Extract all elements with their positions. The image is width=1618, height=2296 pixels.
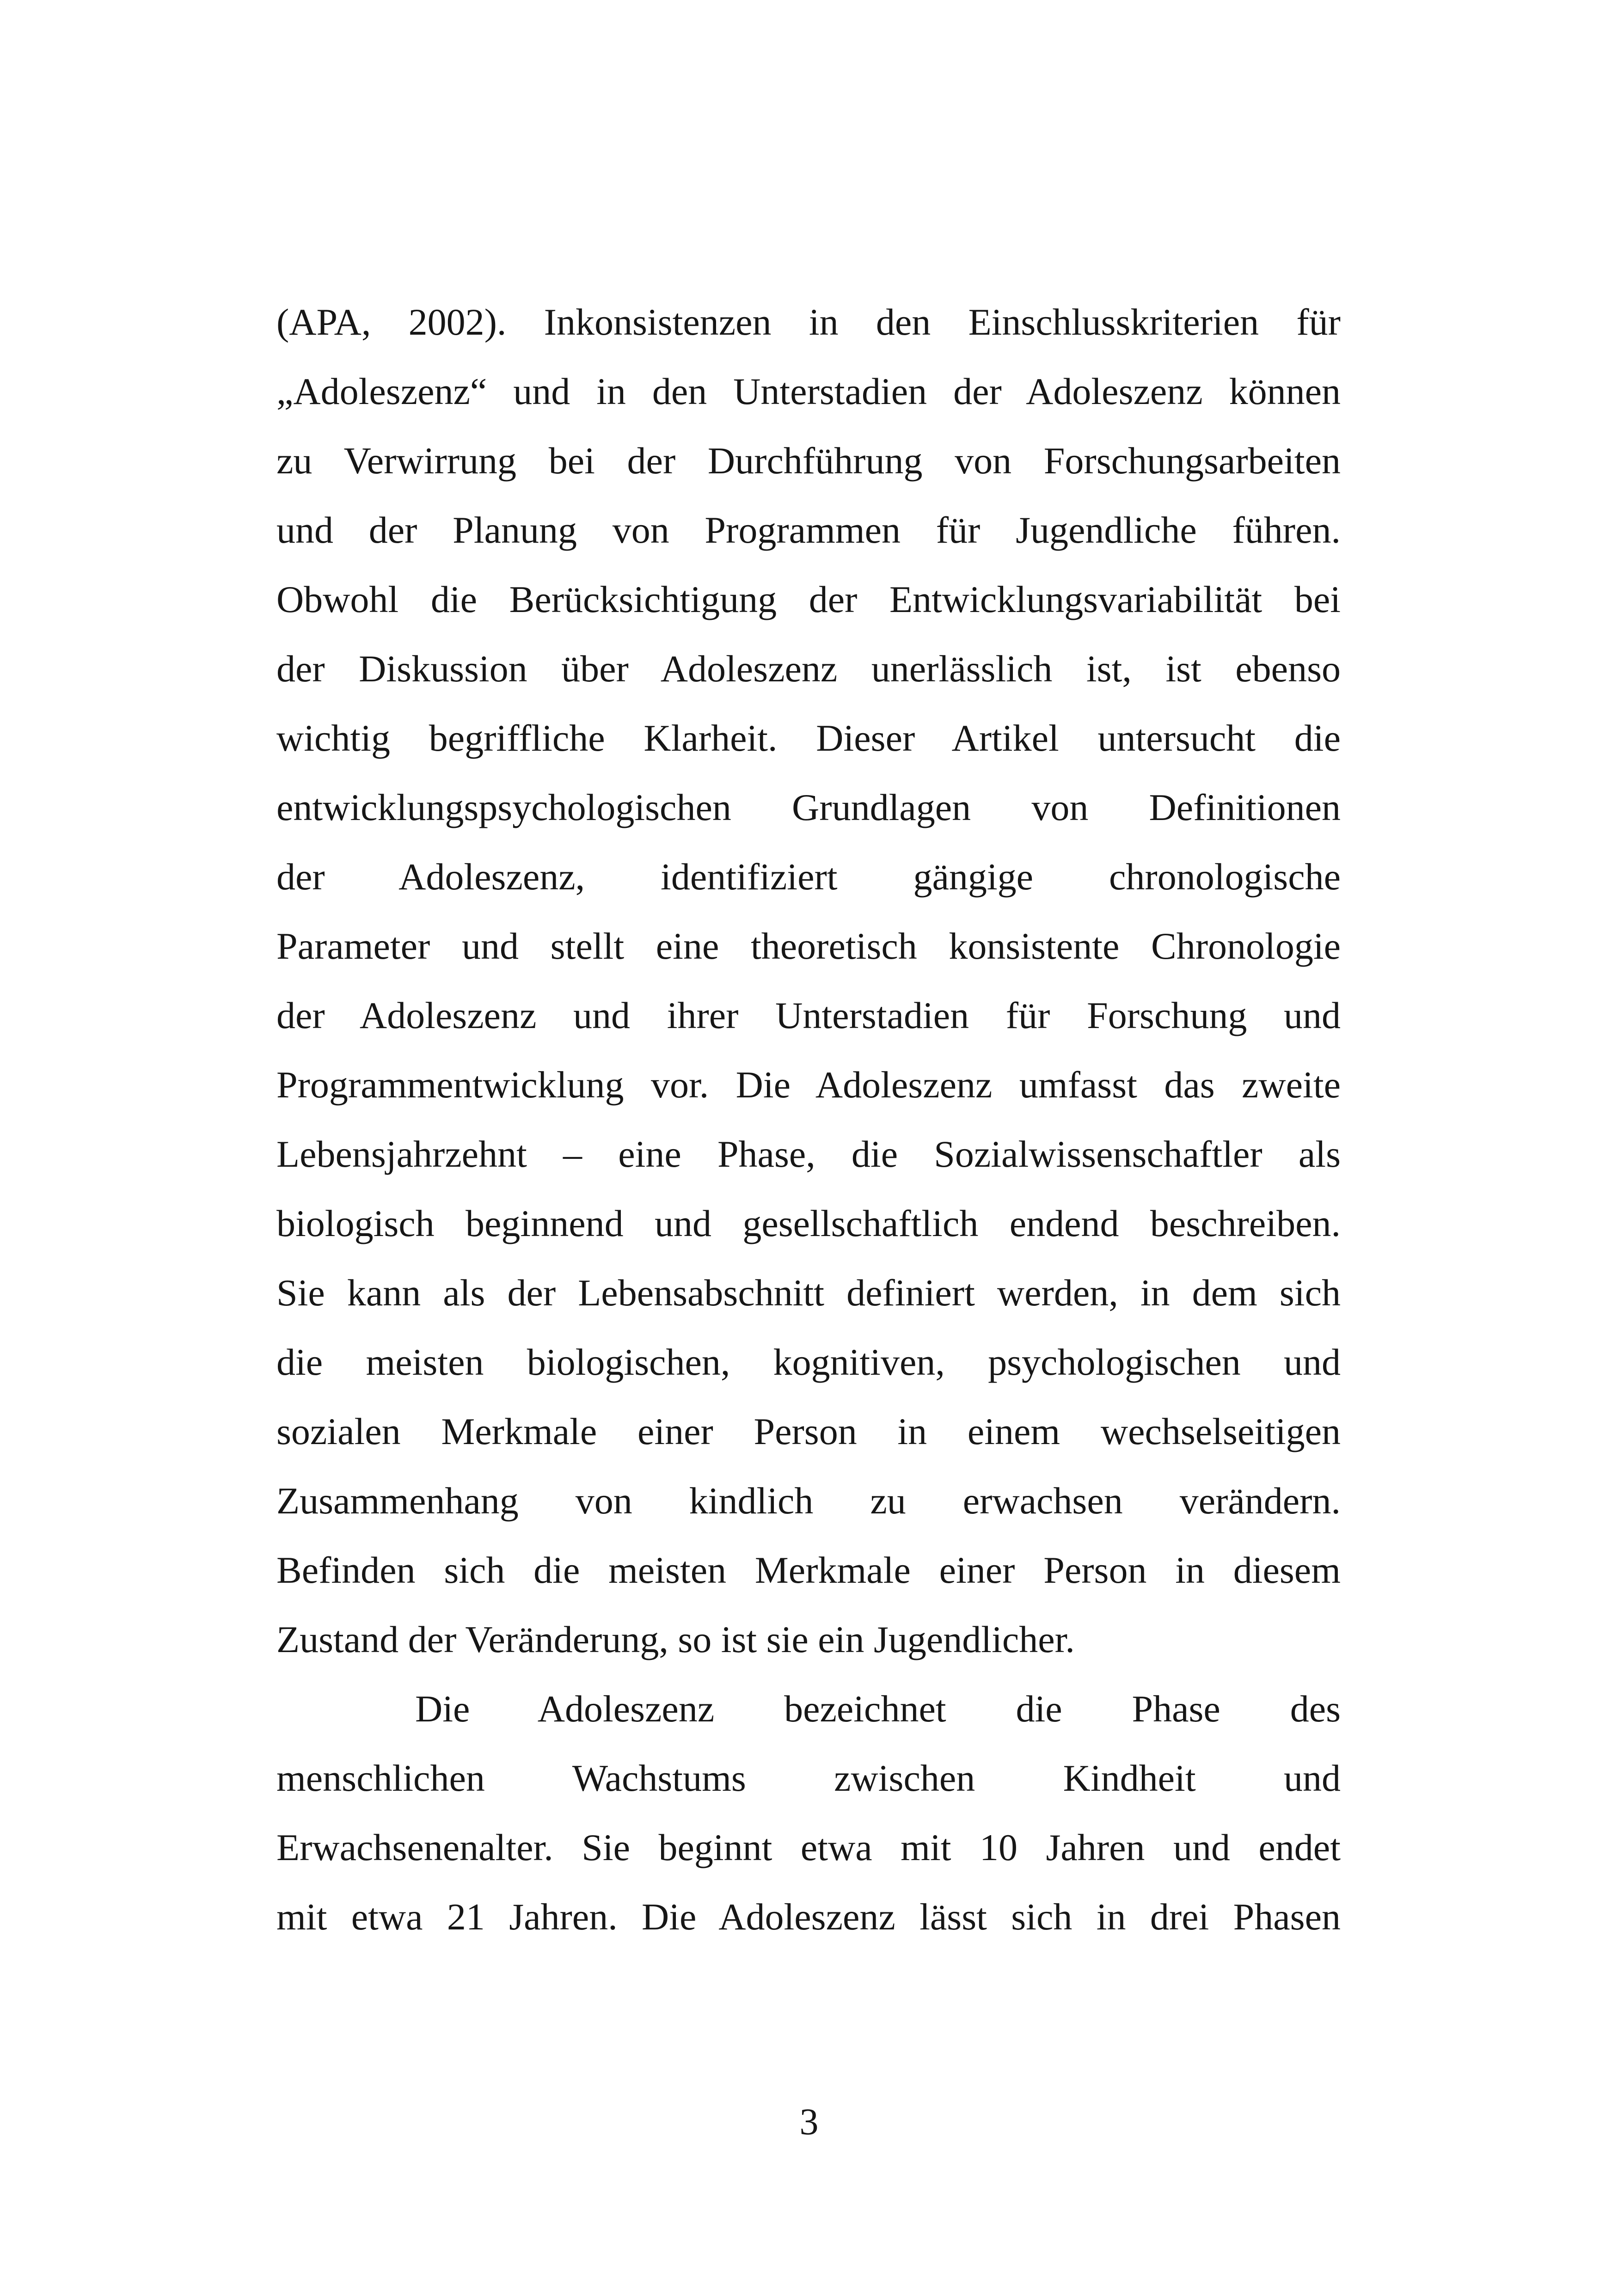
text-line: Die Adoleszenz bezeichnet die Phase des: [415, 1688, 1341, 1730]
text-line: sozialen Merkmale einer Person in einem wechselseitigen: [276, 1410, 1341, 1452]
text-line: Obwohl die Berücksichtigung der Entwicklungsvariabilität bei: [276, 578, 1341, 620]
text-line: Programmentwicklung vor. Die Adoleszenz umfasst das zweite: [276, 1064, 1341, 1106]
text-line: zu Verwirrung bei der Durchführung von Forschungsarbeiten: [276, 440, 1341, 482]
text-line: Zusammenhang von kindlich zu erwachsen verändern.: [276, 1480, 1341, 1522]
paragraph-2: [276, 1674, 1341, 1952]
paragraph-1: [276, 288, 1341, 1674]
text-line: biologisch beginnend und gesellschaftlich endend beschreiben.: [276, 1202, 1341, 1244]
text-line: Lebensjahrzehnt – eine Phase, die Sozialwissenschaftler als: [276, 1133, 1341, 1175]
text-line: „Adoleszenz“ und in den Unterstadien der Adoleszenz können: [276, 370, 1341, 412]
text-line: der Adoleszenz, identifiziert gängige chronologische: [276, 856, 1341, 898]
body-text: [276, 288, 1341, 1952]
text-line: mit etwa 21 Jahren. Die Adoleszenz lässt sich in drei Phasen: [276, 1896, 1341, 1938]
page-number: 3: [799, 2100, 819, 2143]
text-line: menschlichen Wachstums zwischen Kindheit und: [276, 1757, 1341, 1799]
text-line: Parameter und stellt eine theoretisch konsistente Chronologie: [276, 925, 1341, 967]
text-line: Sie kann als der Lebensabschnitt definiert werden, in dem sich: [276, 1272, 1341, 1314]
text-line: Befinden sich die meisten Merkmale einer Person in diesem: [276, 1549, 1341, 1591]
text-line: und der Planung von Programmen für Jugendliche führen.: [276, 509, 1341, 551]
text-line: der Adoleszenz und ihrer Unterstadien für Forschung und: [276, 994, 1341, 1036]
text-line: die meisten biologischen, kognitiven, psychologischen und: [276, 1341, 1341, 1383]
text-line: der Diskussion über Adoleszenz unerlässlich ist, ist ebenso: [276, 648, 1341, 690]
text-line: Zustand der Veränderung, so ist sie ein Jugendlicher.: [276, 1618, 1075, 1660]
text-line: wichtig begriffliche Klarheit. Dieser Artikel untersucht die: [276, 717, 1341, 759]
text-line: entwicklungspsychologischen Grundlagen von Definitionen: [276, 786, 1341, 828]
text-line: Erwachsenenalter. Sie beginnt etwa mit 10 Jahren und endet: [276, 1826, 1341, 1868]
text-line: (APA, 2002). Inkonsistenzen in den Einschlusskriterien für: [276, 301, 1341, 343]
